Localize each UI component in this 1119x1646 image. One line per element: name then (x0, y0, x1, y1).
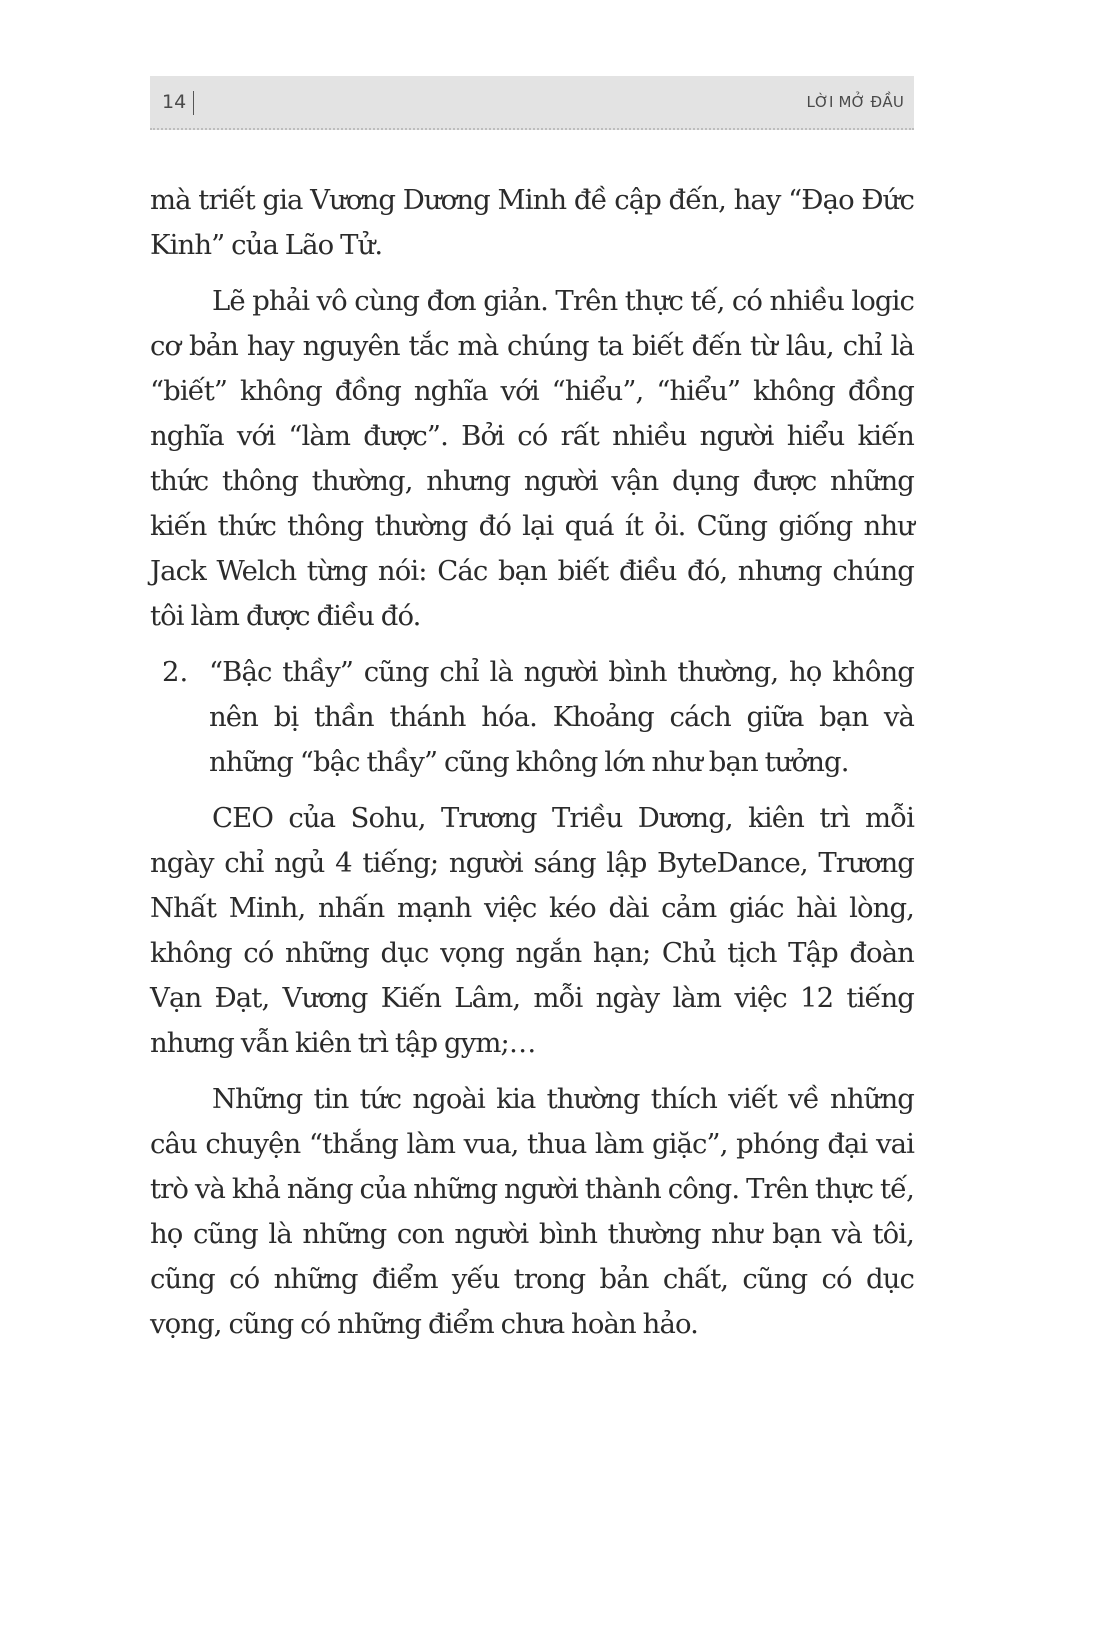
paragraph: Lẽ phải vô cùng đơn giản. Trên thực tế, có nhiều logic cơ bản hay nguyên tắc mà chúng ta biết đến từ lâu, chỉ là “biết” không đồng nghĩa với “hiểu”, “hiểu” không đồng nghĩa với “làm được”. Bởi có rất nhiều người hiểu kiến thức thông thường, nhưng người vận dụng được những kiến thức thông thường đó lại quá ít ỏi. Cũng giống như Jack Welch từng nói: Các bạn biết điều đó, nhưng chúng tôi làm được điều đó. (150, 285, 914, 632)
running-header (150, 76, 914, 130)
paragraph-continuation: mà triết gia Vương Dương Minh đề cập đến, hay “Đạo Đức Kinh” của Lão Tử. (150, 184, 914, 261)
chapter-title: LỜI MỞ ĐẦU (806, 93, 904, 111)
list-item-text: “Bậc thầy” cũng chỉ là người bình thường, họ không nên bị thần thánh hóa. Khoảng cách giữa bạn và những “bậc thầy” cũng không lớn như bạn tưởng. (209, 656, 914, 778)
list-item-number: 2. (162, 656, 189, 688)
body-text (150, 178, 914, 1358)
paragraph: CEO của Sohu, Trương Triều Dương, kiên trì mỗi ngày chỉ ngủ 4 tiếng; người sáng lập ByteDance, Trương Nhất Minh, nhấn mạnh việc kéo dài cảm giác hài lòng, không có những dục vọng ngắn hạn; Chủ tịch Tập đoàn Vạn Đạt, Vương Kiến Lâm, mỗi ngày làm việc 12 tiếng nhưng vẫn kiên trì tập gym;… (150, 802, 914, 1059)
header-divider (193, 91, 194, 115)
paragraph: Những tin tức ngoài kia thường thích viết về những câu chuyện “thắng làm vua, thua làm giặc”, phóng đại vai trò và khả năng của những người thành công. Trên thực tế, họ cũng là những con người bình thường như bạn và tôi, cũng có những điểm yếu trong bản chất, cũng có dục vọng, cũng có những điểm chưa hoàn hảo. (150, 1083, 914, 1340)
page-number: 14 (162, 91, 187, 113)
numbered-list-item (150, 650, 914, 785)
